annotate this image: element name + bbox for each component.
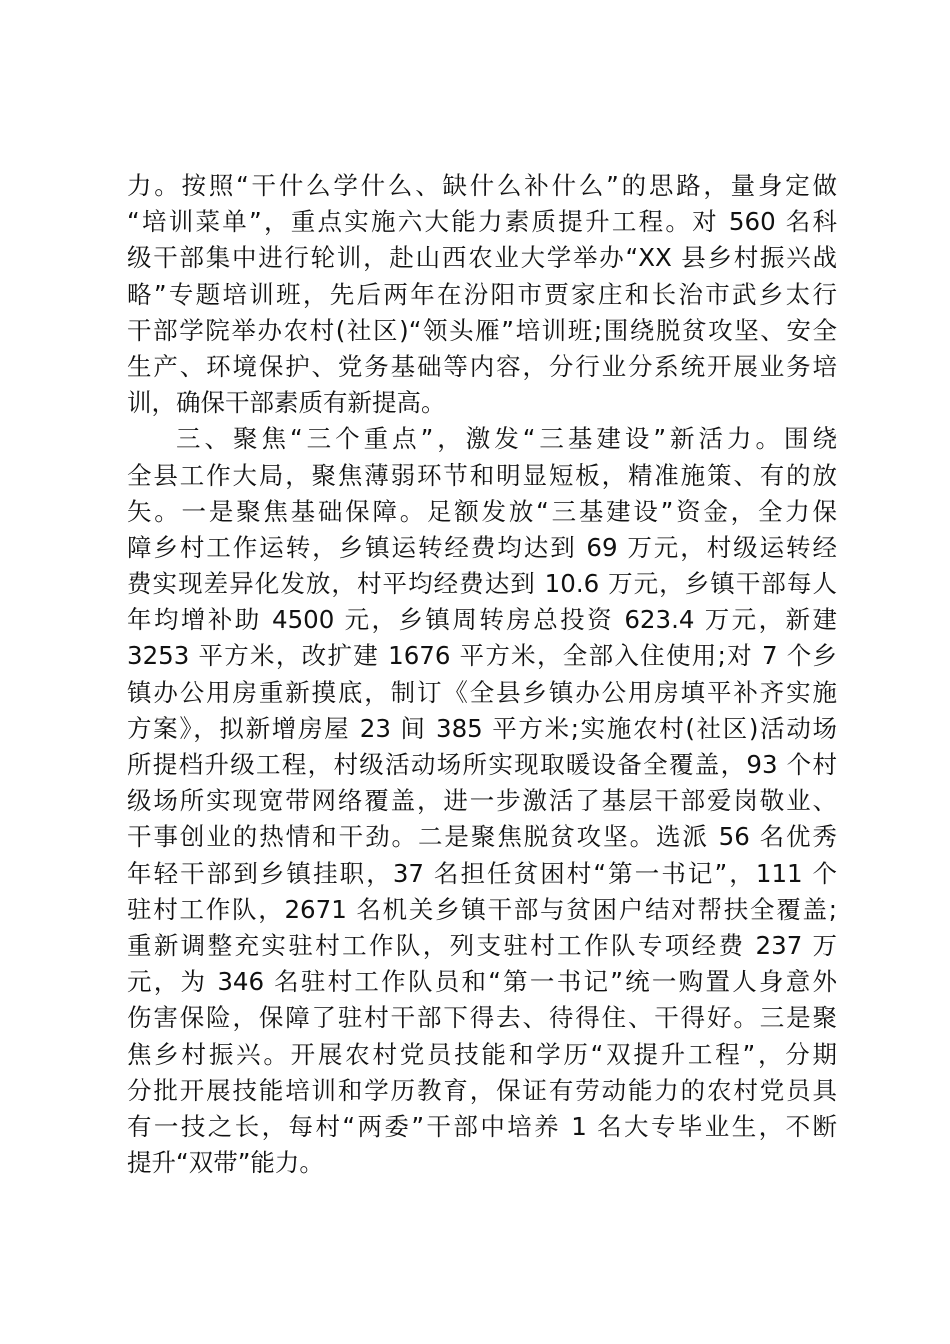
text-line: 分批开展技能培训和学历教育，保证有劳动能力的农村党员具 <box>127 1075 837 1105</box>
text-line: 元，为 346 名驻村工作队员和“第一书记”统一购置人身意外 <box>127 967 837 997</box>
text-line: 级干部集中进行轮训，赴山西农业大学举办“XX 县乡村振兴战 <box>127 243 837 273</box>
text-line: 矢。一是聚焦基础保障。足额发放“三基建设”资金，全力保 <box>127 496 837 526</box>
text-line: 驻村工作队，2671 名机关乡镇干部与贫困户结对帮扶全覆盖; <box>127 894 837 924</box>
text-line: 镇办公用房重新摸底，制订《全县乡镇办公用房填平补齐实施 <box>127 677 837 707</box>
text-line: 障乡村工作运转，乡镇运转经费均达到 69 万元，村级运转经 <box>127 532 837 562</box>
paragraph-end-line: 训，确保干部素质有新提高。 <box>127 388 446 418</box>
text-line: 方案》，拟新增房屋 23 间 385 平方米;实施农村(社区)活动场 <box>127 713 837 743</box>
text-line: 伤害保险，保障了驻村干部下得去、待得住、干得好。三是聚 <box>127 1003 837 1033</box>
text-line: 干事创业的热情和干劲。二是聚焦脱贫攻坚。选派 56 名优秀 <box>127 822 837 852</box>
text-line: 重新调整充实驻村工作队，列支驻村工作队专项经费 237 万 <box>127 930 837 960</box>
text-line: 焦乡村振兴。开展农村党员技能和学历“双提升工程”，分期 <box>127 1039 837 1069</box>
paragraph-start-line: 三、聚焦“三个重点”，激发“三基建设”新活力。围绕 <box>176 424 837 454</box>
text-line: 力。按照“干什么学什么、缺什么补什么”的思路，量身定做 <box>127 171 837 200</box>
text-line: 略”专题培训班，先后两年在汾阳市贾家庄和长治市武乡太行 <box>127 279 837 309</box>
text-line: “培训菜单”，重点实施六大能力素质提升工程。对 560 名科 <box>127 207 837 237</box>
text-line: 级场所实现宽带网络覆盖，进一步激活了基层干部爱岗敬业、 <box>127 786 837 816</box>
text-line: 生产、环境保护、党务基础等内容，分行业分系统开展业务培 <box>127 351 837 381</box>
body-text <box>127 168 837 1181</box>
text-line: 所提档升级工程，村级活动场所实现取暖设备全覆盖，93 个村 <box>127 750 837 779</box>
text-line: 全县工作大局，聚焦薄弱环节和明显短板，精准施策、有的放 <box>127 460 837 490</box>
text-line: 有一技之长，每村“两委”干部中培养 1 名大专毕业生，不断 <box>127 1111 837 1141</box>
text-line: 3253 平方米，改扩建 1676 平方米，全部入住使用;对 7 个乡 <box>127 641 837 671</box>
text-line: 干部学院举办农村(社区)“领头雁”培训班;围绕脱贫攻坚、安全 <box>127 315 837 345</box>
paragraph-end-line: 提升“双带”能力。 <box>127 1148 324 1178</box>
text-line: 费实现差异化发放，村平均经费达到 10.6 万元，乡镇干部每人 <box>127 569 837 599</box>
text-line: 年轻干部到乡镇挂职，37 名担任贫困村“第一书记”，111 个 <box>127 858 837 888</box>
text-line: 年均增补助 4500 元，乡镇周转房总投资 623.4 万元，新建 <box>127 605 837 635</box>
